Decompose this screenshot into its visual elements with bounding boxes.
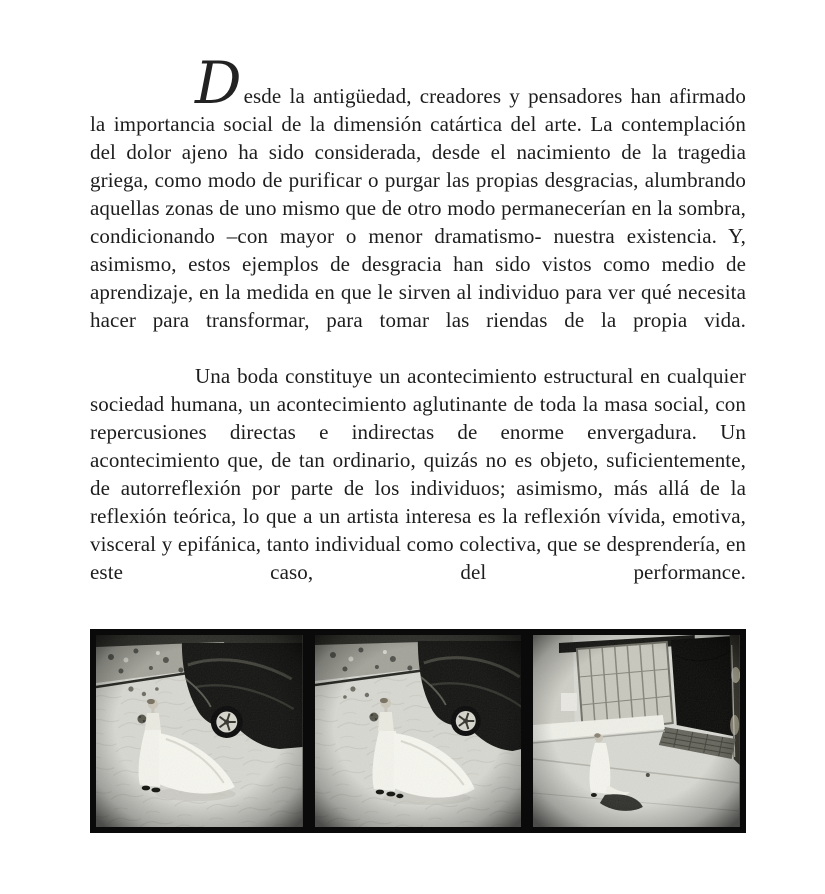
paragraph-wedding: Una boda constituye un acontecimiento estructural en cualquier sociedad humana, un acontecimiento aglutinante de toda la masa social, con repercusiones directas e indirectas de enorme envergadura. Un acontecimiento que, de tan ordinario, quizás no es objeto, suficientemente, de autorreflexión por parte de los individuos; asimismo, más allá de la reflexión teórica, lo que a un artista interesa es la reflexión vívida, emotiva, visceral y epifánica, tanto individual como colectiva, que se desprendería, en este caso, del performance. xyxy=(90,364,746,584)
photo-bride-walking xyxy=(527,629,746,833)
photo-strip xyxy=(90,629,746,833)
drop-cap: D xyxy=(195,49,242,117)
photo-bride-standing xyxy=(90,629,309,833)
bride-walking-image xyxy=(533,635,740,827)
paragraph-catharsis-text: esde la antigüedad, creadores y pensadores han afirmado la importancia social de la dimensión catártica del arte. La contemplación del dolor ajeno ha sido considerada, desde el nacimiento de la tragedia griega, como modo de purificar o purgar las propias desgracias, alumbrando aquellas zonas de uno mismo que de otro modo permanecerían en la sombra, condicionando –con mayor o menor dramatismo- nuestra existencia. Y, asimismo, estos ejemplos de desgracia han sido vistos como medio de aprendizaje, en la medida en que le sirven al individuo para ver qué necesita hacer para transformar, para tomar las riendas de la propia vida. xyxy=(90,84,746,332)
bride-turning-image xyxy=(315,635,522,827)
body-text xyxy=(90,49,746,614)
paragraph-catharsis xyxy=(90,49,746,334)
photo-bride-turning xyxy=(309,629,528,833)
bride-by-car-image xyxy=(96,635,303,827)
